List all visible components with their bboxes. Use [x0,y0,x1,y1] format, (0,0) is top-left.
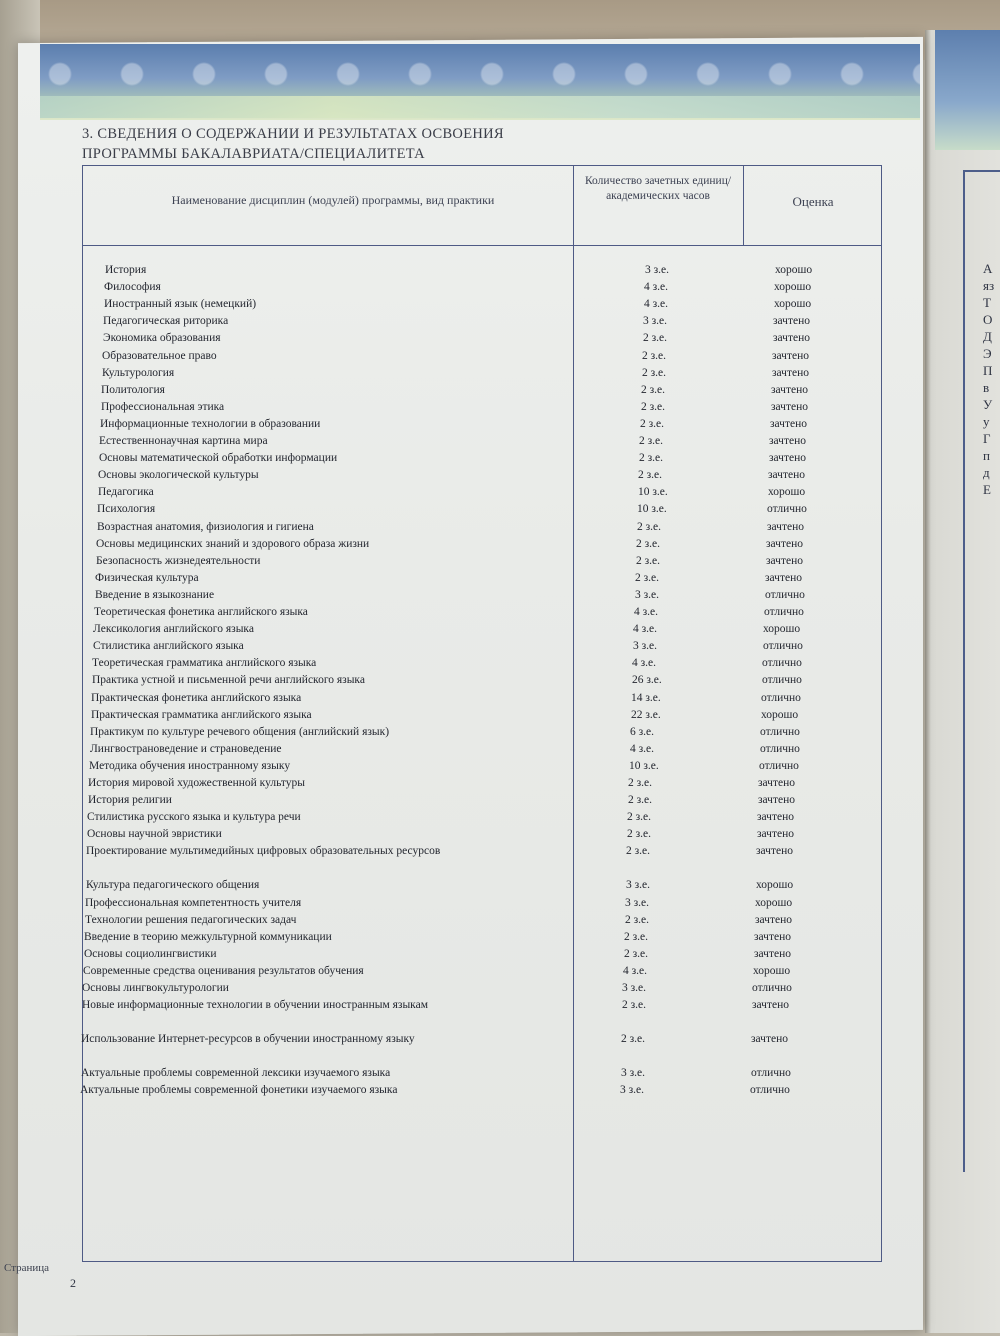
grade-value: зачтено [754,947,792,960]
table-row [100,416,880,433]
grade-value: зачтено [773,315,811,328]
adjacent-page-letter: О [983,312,993,327]
table-row [102,348,882,365]
grade-value: отлично [764,606,804,618]
adjacent-page-letter: Д [983,329,992,344]
table-row [92,672,872,689]
grade-value: хорошо [763,623,801,636]
table-row [96,536,876,553]
credits-value: 3 з.е. [621,1067,646,1080]
adjacent-page-letter: Э [983,346,992,361]
adjacent-page-letter: Е [983,482,991,497]
credits-value: 6 з.е. [630,725,655,738]
grade-value: хорошо [768,486,806,499]
grade-value: хорошо [755,896,793,909]
credits-value: 4 з.е. [632,657,657,670]
table-row [86,877,866,894]
table-row [93,621,873,638]
discipline-name: Педагогическая риторика [103,315,229,328]
discipline-name: Проектирование мультимедийных цифровых образовательных ресурсов [86,845,441,858]
grade-value: зачтено [751,1033,789,1046]
credits-value: 4 з.е. [630,742,655,755]
grade-value: зачтено [772,366,810,379]
table-row [101,382,881,399]
table-row [104,296,884,313]
grade-value: отлично [759,759,799,772]
discipline-name: Актуальные проблемы современной лексики изучаемого языка [81,1067,391,1080]
credits-value: 3 з.е. [633,640,658,653]
grade-value: отлично [761,691,801,704]
discipline-name: Профессиональная компетентность учителя [85,896,302,909]
credits-value: 2 з.е. [627,828,652,841]
table-row [99,450,879,467]
discipline-name: Педагогика [98,486,154,499]
credits-value: 2 з.е. [637,520,662,533]
adjacent-page-letter: в [983,380,990,395]
grade-value: хорошо [753,964,791,977]
discipline-name: Актуальные проблемы современной фонетики изучаемого языка [80,1084,398,1097]
discipline-name: Экономика образования [103,332,221,345]
discipline-name: Введение в теорию межкультурной коммуникации [84,930,332,943]
grade-value: зачтено [768,469,806,482]
table-row [80,1082,860,1099]
table-row [85,895,865,912]
credits-value: 2 з.е. [636,554,661,567]
discipline-name: Профессиональная этика [101,400,225,413]
adjacent-page-letter: У [983,397,993,412]
table-row [97,519,877,536]
grade-value: хорошо [761,708,799,721]
grade-value: зачтено [769,435,807,447]
discipline-name: Возрастная анатомия, физиология и гигиена [97,520,314,533]
grade-value: хорошо [774,298,812,311]
discipline-name: Физическая культура [95,571,199,584]
credits-value: 2 з.е. [643,332,668,345]
grade-value: зачтено [765,571,803,584]
table-row [84,946,864,963]
grade-value: зачтено [758,794,796,807]
page-label: Страница [4,1262,50,1274]
grade-value: зачтено [754,930,792,943]
adjacent-page-letter: А [983,261,993,276]
grade-value: зачтено [771,400,809,413]
header-credits: Количество зачетных единиц/ академических часов [584,175,732,202]
table-row [102,365,882,382]
grade-value: хорошо [774,281,812,294]
table-row [81,1031,861,1048]
grade-value: зачтено [766,537,804,550]
credits-value: 2 з.е. [640,417,665,430]
discipline-name: Естественнонаучная картина мира [99,435,268,447]
header-discipline: Наименование дисциплин (модулей) программы, вид практики [171,193,495,207]
section-title [82,124,702,164]
grade-value: отлично [762,657,802,670]
table-row [94,604,874,621]
credits-value: 2 з.е. [641,400,666,413]
credits-value: 22 з.е. [631,708,661,721]
adjacent-page-letter: Т [983,295,991,310]
discipline-name: Иностранный язык (немецкий) [104,298,257,311]
discipline-name: Образовательное право [102,349,217,362]
table-row [87,809,867,826]
credits-value: 4 з.е. [633,623,658,636]
discipline-name: Теоретическая фонетика английского языка [94,606,308,618]
decorative-gradient-band [40,96,920,118]
discipline-name: Технологии решения педагогических задач [85,913,297,926]
adjacent-page-text [983,260,1000,498]
discipline-name: Лексикология английского языка [93,623,254,636]
table-row [90,724,870,741]
credits-value: 3 з.е. [635,588,660,601]
grade-value: отлично [750,1084,790,1097]
credits-value: 2 з.е. [627,811,652,824]
table-row [82,997,862,1014]
credits-value: 2 з.е. [626,845,651,858]
table-row [98,467,878,484]
discipline-name: Культурология [102,366,175,379]
credits-value: 2 з.е. [635,571,660,584]
discipline-name: Практическая фонетика английского языка [91,691,302,704]
table-row [91,690,871,707]
adjacent-page-letter: п [983,448,990,463]
table-row [97,501,877,518]
discipline-name: Основы научной эвристики [87,828,222,841]
table-row [101,399,881,416]
credits-value: 2 з.е. [628,794,653,807]
grade-value: хорошо [775,264,813,276]
credits-value: 2 з.е. [641,383,666,396]
adjacent-page [925,30,1000,1333]
credits-value: 10 з.е. [637,503,667,516]
table-row [104,279,884,296]
section-title-line1: 3. СВЕДЕНИЯ О СОДЕРЖАНИИ И РЕЗУЛЬТАТАХ ОСВОЕНИЯ [82,126,504,142]
credits-value: 2 з.е. [624,947,649,960]
table-row [95,570,875,587]
adjacent-page-ornament [935,30,1000,150]
discipline-name: История религии [88,794,172,807]
table-row [93,638,873,655]
header-grade: Оценка [792,194,834,209]
table-row [96,553,876,570]
grades-table [82,165,882,1262]
table-row [89,758,869,775]
table-row [90,741,870,758]
discipline-name: Философия [104,281,161,294]
table-row [88,792,868,809]
discipline-name: Основы социолингвистики [84,947,217,960]
adjacent-page-letter: П [983,363,993,378]
credits-value: 2 з.е. [639,452,664,465]
table-row [92,655,872,672]
credits-value: 4 з.е. [644,281,669,294]
discipline-name: Практика устной и письменной речи английского языка [92,674,365,687]
grade-value: зачтено [767,520,805,533]
table-row [83,963,863,980]
grade-value: отлично [765,588,805,601]
table-row [103,313,883,330]
grade-value: отлично [767,503,807,516]
discipline-name: История [105,264,147,276]
table-row [88,775,868,792]
grade-value: зачтено [769,452,807,465]
credits-value: 2 з.е. [636,537,661,550]
discipline-name: Практикум по культуре речевого общения (английский язык) [90,725,390,738]
grade-value: отлично [760,742,800,755]
credits-value: 2 з.е. [621,1033,646,1046]
discipline-name: Стилистика русского языка и культура речи [87,811,301,824]
grade-value: зачтено [757,828,795,841]
grade-value: хорошо [756,879,794,892]
credits-value: 10 з.е. [638,486,668,499]
grade-value: отлично [751,1067,791,1080]
discipline-name: Методика обучения иностранному языку [89,759,291,772]
credits-value: 3 з.е. [620,1084,645,1097]
table-row [85,912,865,929]
table-row [82,980,862,997]
discipline-name: Политология [101,383,165,396]
section-title-line2: ПРОГРАММЫ БАКАЛАВРИАТА/СПЕЦИАЛИТЕТА [82,146,425,162]
grade-value: отлично [763,640,803,653]
discipline-name: Основы лингвокультурологии [82,982,229,994]
grade-value: зачтено [755,913,793,926]
credits-value: 2 з.е. [625,913,650,926]
table-row [87,826,867,843]
grade-value: зачтено [752,999,790,1012]
table-row [99,433,879,450]
grade-value: отлично [762,674,802,687]
table-row [91,707,871,724]
adjacent-page-letter: Г [983,431,991,446]
credits-value: 10 з.е. [629,759,659,772]
column-divider-2 [743,166,744,246]
credits-value: 26 з.е. [632,674,662,687]
grade-value: зачтено [766,554,804,567]
credits-value: 14 з.е. [631,691,661,704]
discipline-name: Стилистика английского языка [93,640,244,653]
table-row [86,843,866,860]
credits-value: 3 з.е. [626,879,651,892]
grade-value: зачтено [757,811,795,824]
discipline-name: Психология [97,503,156,516]
credits-value: 3 з.е. [643,315,668,328]
discipline-name: Основы экологической культуры [98,469,259,482]
adjacent-page-letter: д [983,465,990,480]
credits-value: 4 з.е. [634,606,659,618]
table-row [103,330,883,347]
credits-value: 2 з.е. [638,469,663,482]
grade-value: отлично [752,982,792,994]
page-number: 2 [70,1276,76,1290]
table-row [98,484,878,501]
adjacent-page-letter: яз [983,278,995,293]
discipline-name: Основы медицинских знаний и здорового образа жизни [96,537,370,550]
discipline-name: Основы математической обработки информации [99,452,338,465]
discipline-name: Современные средства оценивания результатов обучения [83,964,364,977]
grade-value: зачтено [771,383,809,396]
table-row [105,262,885,279]
grade-value: зачтено [770,417,808,430]
credits-value: 2 з.е. [624,930,649,943]
adjacent-page-letter: у [983,414,990,429]
discipline-name: Культура педагогического общения [86,879,260,892]
credits-value: 3 з.е. [625,896,650,909]
discipline-name: Теоретическая грамматика английского языка [92,657,317,670]
credits-value: 4 з.е. [644,298,669,311]
discipline-name: Введение в языкознание [95,588,215,601]
credits-value: 2 з.е. [639,435,664,447]
grade-value: зачтено [772,349,810,362]
credits-value: 2 з.е. [628,777,653,789]
discipline-name: Информационные технологии в образовании [100,417,321,430]
table-row [81,1065,861,1082]
discipline-name: Новые информационные технологии в обучении иностранным языкам [82,999,428,1012]
grade-value: зачтено [773,332,811,345]
table-row [84,929,864,946]
credits-value: 3 з.е. [645,264,670,276]
grade-value: отлично [760,725,800,738]
grade-value: зачтено [756,845,794,858]
credits-value: 3 з.е. [622,982,647,994]
header-divider [83,245,881,246]
discipline-name: Лингвострановедение и страноведение [90,742,282,755]
credits-value: 2 з.е. [622,999,647,1012]
table-row [95,587,875,604]
credits-value: 2 з.е. [642,349,667,362]
grade-value: зачтено [758,777,796,789]
discipline-name: Безопасность жизнедеятельности [96,554,261,567]
credits-value: 2 з.е. [642,366,667,379]
discipline-name: Практическая грамматика английского языка [91,708,312,721]
credits-value: 4 з.е. [623,964,648,977]
discipline-name: История мировой художественной культуры [88,777,306,789]
discipline-name: Использование Интернет-ресурсов в обучении иностранному языку [81,1033,415,1046]
